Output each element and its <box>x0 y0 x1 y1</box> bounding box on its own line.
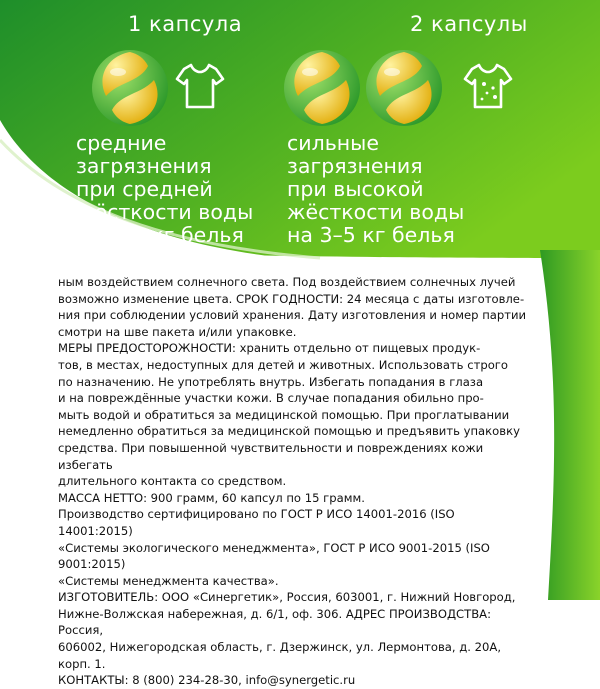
caption-line: жёсткости воды <box>287 200 465 224</box>
fine-print-line: Нижне-Волжская набережная, д. 6/1, оф. 306. АДРЕС ПРОИЗВОДСТВА: Россия, <box>58 606 491 638</box>
fine-print-line: тов, в местах, недоступных для детей и животных. Использовать строго <box>58 357 508 372</box>
fine-print-line: по назначению. Не употреблять внутрь. Избегать попадания в глаза <box>58 374 484 389</box>
fine-print-line: 606002, Нижегородская область, г. Дзержинск, ул. Лермонтова, д. 20А, корп. 1. <box>58 640 502 671</box>
fine-print-line: и на повреждённые участки кожи. В случае попадания обильно про- <box>58 391 484 406</box>
fine-print-line: мыть водой и обратиться за медицинской помощью. При проглатывании <box>58 407 510 422</box>
dirty-tshirt-icon <box>462 60 514 112</box>
caption-line: загрязнения <box>287 154 423 178</box>
capsule-icon <box>280 46 364 130</box>
capsule-icon <box>362 46 446 130</box>
fine-print-line: КОНТАКТЫ: 8 (800) 234-28-30, info@synergetic.ru <box>58 673 356 688</box>
caption-line: жёсткости воды <box>76 200 254 224</box>
caption-line: при высокой <box>287 177 424 201</box>
column2-title: 2 капсулы <box>410 12 528 36</box>
caption-line: на 3–5 кг белья <box>287 223 455 247</box>
fine-print-line: МЕРЫ ПРЕДОСТОРОЖНОСТИ: хранить отдельно от пищевых продук- <box>58 341 481 356</box>
fine-print-line: немедленно обратиться за медицинской помощью и предъявить упаковку <box>58 424 520 439</box>
fine-print-line: ИЗГОТОВИТЕЛЬ: ООО «Синергетик», Россия, 603001, г. Нижний Новгород, <box>58 590 516 605</box>
capsule-icon <box>88 46 172 130</box>
fine-print-line: длительного контакта со средством. <box>58 474 287 489</box>
column1-title: 1 капсула <box>128 12 243 36</box>
fine-print-line: смотри на шве пакета и/или упаковке. <box>58 324 297 339</box>
column2-caption <box>287 132 464 247</box>
fine-print-line: «Системы экологического менеджмента», ГОСТ Р ИСО 9001-2015 (ISO 9001:2015) <box>58 540 490 572</box>
fine-print-line: ным воздействием солнечного света. Под воздействием солнечных лучей <box>58 275 516 289</box>
caption-line: при средней <box>76 177 213 201</box>
fine-print-line: МАССА НЕТТО: 900 грамм, 60 капсул по 15 грамм. <box>58 490 365 505</box>
caption-line: средние <box>76 131 167 155</box>
fine-print-line: ния при соблюдении условий хранения. Дату изготовления и номер партии <box>58 308 527 323</box>
caption-line: сильные <box>287 131 379 155</box>
column1-caption <box>76 132 253 247</box>
clean-tshirt-icon <box>174 60 226 112</box>
fine-print-line: возможно изменение цвета. СРОК ГОДНОСТИ: 24 месяца с даты изготовле- <box>58 291 525 306</box>
fine-print-text <box>58 274 528 689</box>
fine-print-line: Производство сертифицировано по ГОСТ Р ИСО 14001-2016 (ISO 14001:2015) <box>58 507 455 538</box>
fine-print-line: «Системы менеджмента качества». <box>58 573 279 588</box>
caption-line: загрязнения <box>76 154 212 178</box>
fine-print-line: средства. При повышенной чувствительности и повреждениях кожи избегать <box>58 440 484 472</box>
caption-line: на 3–5 кг белья <box>76 223 244 247</box>
